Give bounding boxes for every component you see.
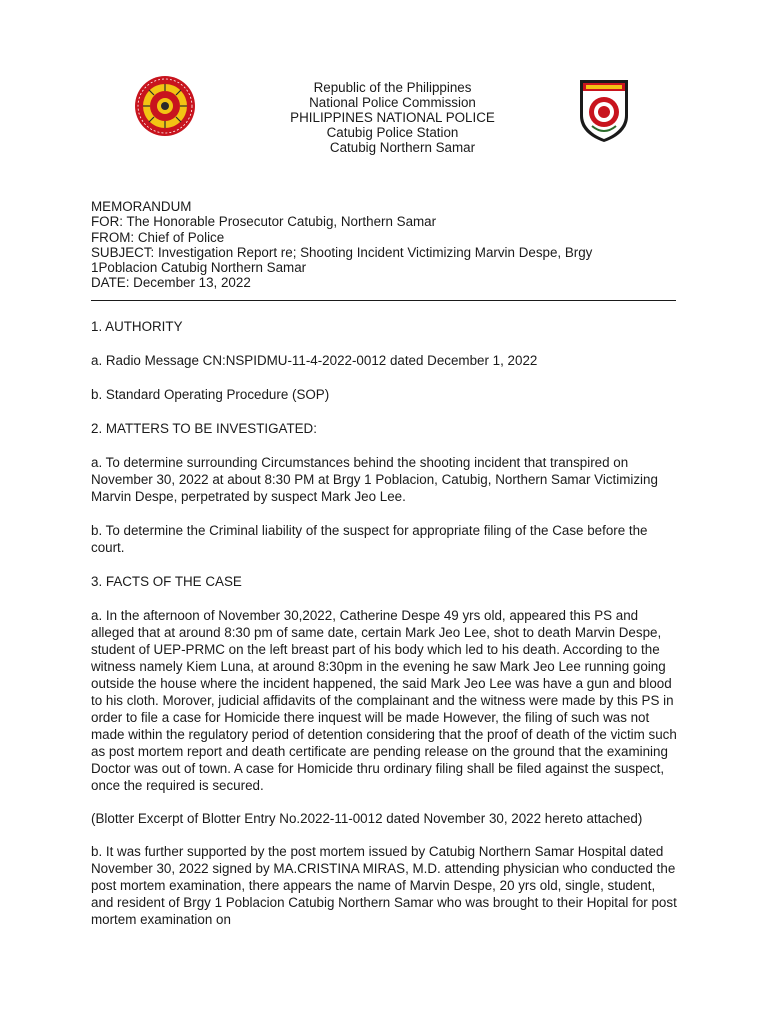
header-divider <box>91 300 676 301</box>
authority-item-a: a. Radio Message CN:NSPIDMU-11-4-2022-0012 dated December 1, 2022 <box>91 353 538 368</box>
matters-item-b: b. To determine the Criminal liability of the suspect for appropriate filing of the Case before the court. <box>91 523 648 555</box>
memo-from: FROM: Chief of Police <box>91 229 225 245</box>
memo-body <box>91 318 681 945</box>
pnp-shield-icon <box>578 78 630 143</box>
header-line-station: Catubig Police Station <box>326 125 459 140</box>
facts-item-a: a. In the afternoon of November 30,2022, Catherine Despe 49 yrs old, appeared this PS and alleged that at around 8:30 pm of same date, certain Mark Jeo Lee, shot to death Marvin Despe, student of UEP-PRMC on the left breast part of his body which led to his death. According to the witness namely Kiem Luna, at around 8:30pm in the evening he saw Mark Jeo Lee running going outside the house where the incident happened, the said Mark Jeo Lee was have a gun and blood to his cloth. Morover, judicial affidavits of the complainant and the witness were made by this PS in order to file a case for Homicide there inquest will be made However, the filing of such was not made within the regulatory period of detention considering that the proof of death of the victim such as post mortem report and death certificate are pending release on the ground that the examining Doctor was out of town. A case for Homicide thru ordinary filing shall be filed against the suspect, once the required is secured. <box>91 608 677 793</box>
memo-subject-line1: SUBJECT: Investigation Report re; Shooting Incident Victimizing Marvin Despe, Brgy <box>91 244 593 260</box>
header-line-commission: National Police Commission <box>309 95 476 110</box>
memo-for: FOR: The Honorable Prosecutor Catubig, Northern Samar <box>91 214 437 230</box>
facts-heading: 3. FACTS OF THE CASE <box>91 574 242 589</box>
matters-item-a: a. To determine surrounding Circumstances behind the shooting incident that transpired on November 30, 2022 at about 8:30 PM at Brgy 1 Poblacion, Catubig, Northern Samar Victimizing Marvin Despe, perpetrated by suspect Mark Jeo Lee. <box>91 455 658 504</box>
memo-header <box>91 199 691 291</box>
header-line-location: Catubig Northern Samar <box>329 140 476 155</box>
authority-heading: 1. AUTHORITY <box>91 319 183 334</box>
blotter-note: (Blotter Excerpt of Blotter Entry No.2022-11-0012 dated November 30, 2022 hereto attached) <box>91 811 643 826</box>
matters-heading: 2. MATTERS TO BE INVESTIGATED: <box>91 421 317 436</box>
memo-date: DATE: December 13, 2022 <box>91 275 251 291</box>
letterhead <box>250 80 535 155</box>
memo-title: MEMORANDUM <box>91 199 192 214</box>
authority-item-b: b. Standard Operating Procedure (SOP) <box>91 387 330 402</box>
memo-subject-line2: 1Poblacion Catubig Northern Samar <box>91 260 307 276</box>
header-line-pnp: PHILIPPINES NATIONAL POLICE <box>290 110 495 125</box>
pnp-seal-icon <box>134 75 196 137</box>
facts-item-b: b. It was further supported by the post mortem issued by Catubig Northern Samar Hospital dated November 30, 2022 signed by MA.CRISTINA MIRAS, M.D. attending physician who conducted the post mortem examination, there appears the name of Marvin Despe, 20 yrs old, single, student, and resident of Brgy 1 Poblacion Catubig Northern Samar who was brought to their Hopital for post mortem examination on <box>91 844 677 927</box>
header-line-republic: Republic of the Philippines <box>313 80 472 95</box>
